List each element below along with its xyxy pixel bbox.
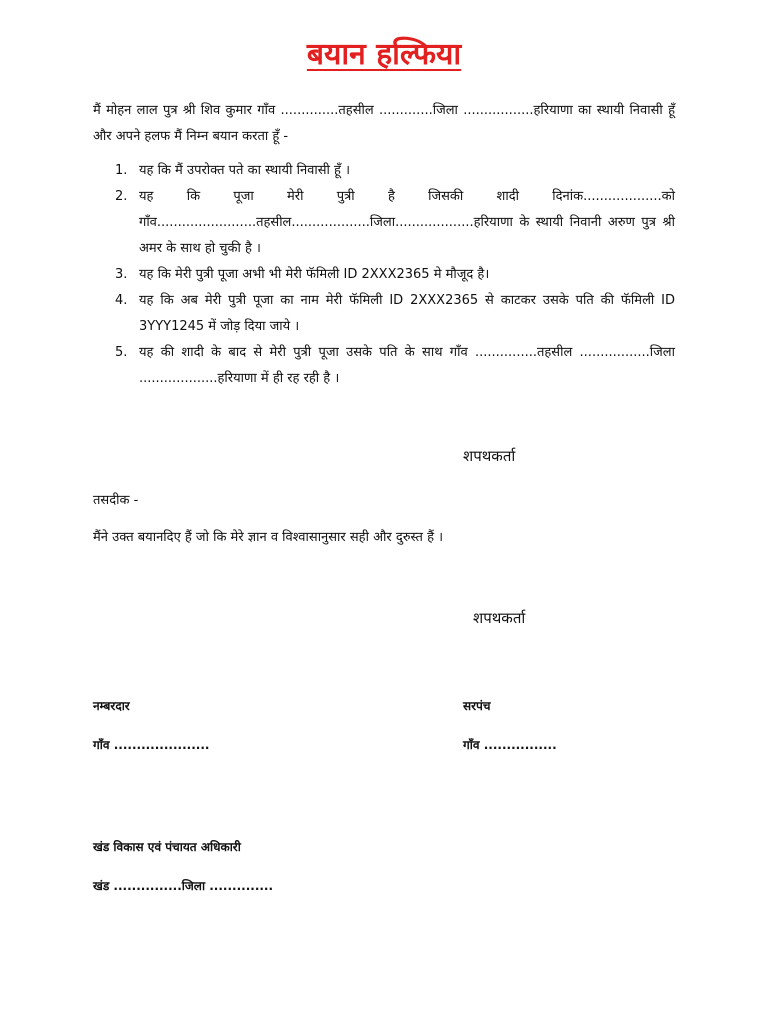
sarpanch-title: सरपंच <box>463 699 491 713</box>
statement-text: यह कि पूजा मेरी पुत्री है जिसकी शादी दिनांक...................को गाँव........................तहसील...................जिला...................हरियाणा के स्थायी निवानी अरुण पुत्र श्री अमर के साथ हो चुकी है । <box>139 189 675 256</box>
statement-text: यह की शादी के बाद से मेरी पुत्री पूजा उसके पति के साथ गाँव ...............तहसील .................जिला ...................हरियाणा में ही रह रही है । <box>139 345 675 386</box>
statement-number: 5. <box>115 345 128 360</box>
document-title: बयान हल्फिया <box>306 37 462 72</box>
statement-item <box>93 158 675 184</box>
statement-text: यह कि अब मेरी पुत्री पूजा का नाम मेरी फॅमिली ID 2XXX2365 से काटकर उसके पति की फॅमिली ID 3YYY1245 में जोड़ दिया जाये । <box>139 293 675 334</box>
bdpo-block-district-field: खंड ...............जिला .............. <box>93 879 274 893</box>
bdpo-title: खंड विकास एवं पंचायत अधिकारी <box>93 840 241 854</box>
statement-list <box>93 158 675 392</box>
statement-item <box>93 262 675 288</box>
sarpanch-village-field: गाँव ................ <box>463 738 557 752</box>
statement-number: 3. <box>115 267 128 282</box>
numberdar-village-field: गाँव ..................... <box>93 738 210 752</box>
statement-number: 4. <box>115 293 128 308</box>
deponent-signature-label: शपथकर्ता <box>463 447 516 465</box>
statement-text: यह कि मैं उपरोक्त पते का स्थायी निवासी हूँ । <box>139 163 351 178</box>
numberdar-title: नम्बरदार <box>93 699 130 713</box>
intro-paragraph: मैं मोहन लाल पुत्र श्री शिव कुमार गाँव ..............तहसील .............जिला .................हरियाणा का स्थायी निवासी हूँ और अपने हलफ मैं निम्न बयान करता हूँ - <box>93 103 675 144</box>
statement-item <box>93 340 675 392</box>
statement-item <box>93 184 675 262</box>
deponent-signature-label-2: शपथकर्ता <box>473 609 526 627</box>
verification-statement: मैंने उक्त बयानदिए हैं जो कि मेरे ज्ञान व विश्वासानुसार सही और दुरुस्त हैं । <box>93 530 444 545</box>
verification-heading: तसदीक - <box>93 493 139 508</box>
statement-number: 2. <box>115 189 128 204</box>
statement-number: 1. <box>115 163 128 178</box>
statement-item <box>93 288 675 340</box>
statement-text: यह कि मेरी पुत्री पूजा अभी भी मेरी फॅमिली ID 2XXX2365 मे मौजूद है। <box>139 267 490 282</box>
